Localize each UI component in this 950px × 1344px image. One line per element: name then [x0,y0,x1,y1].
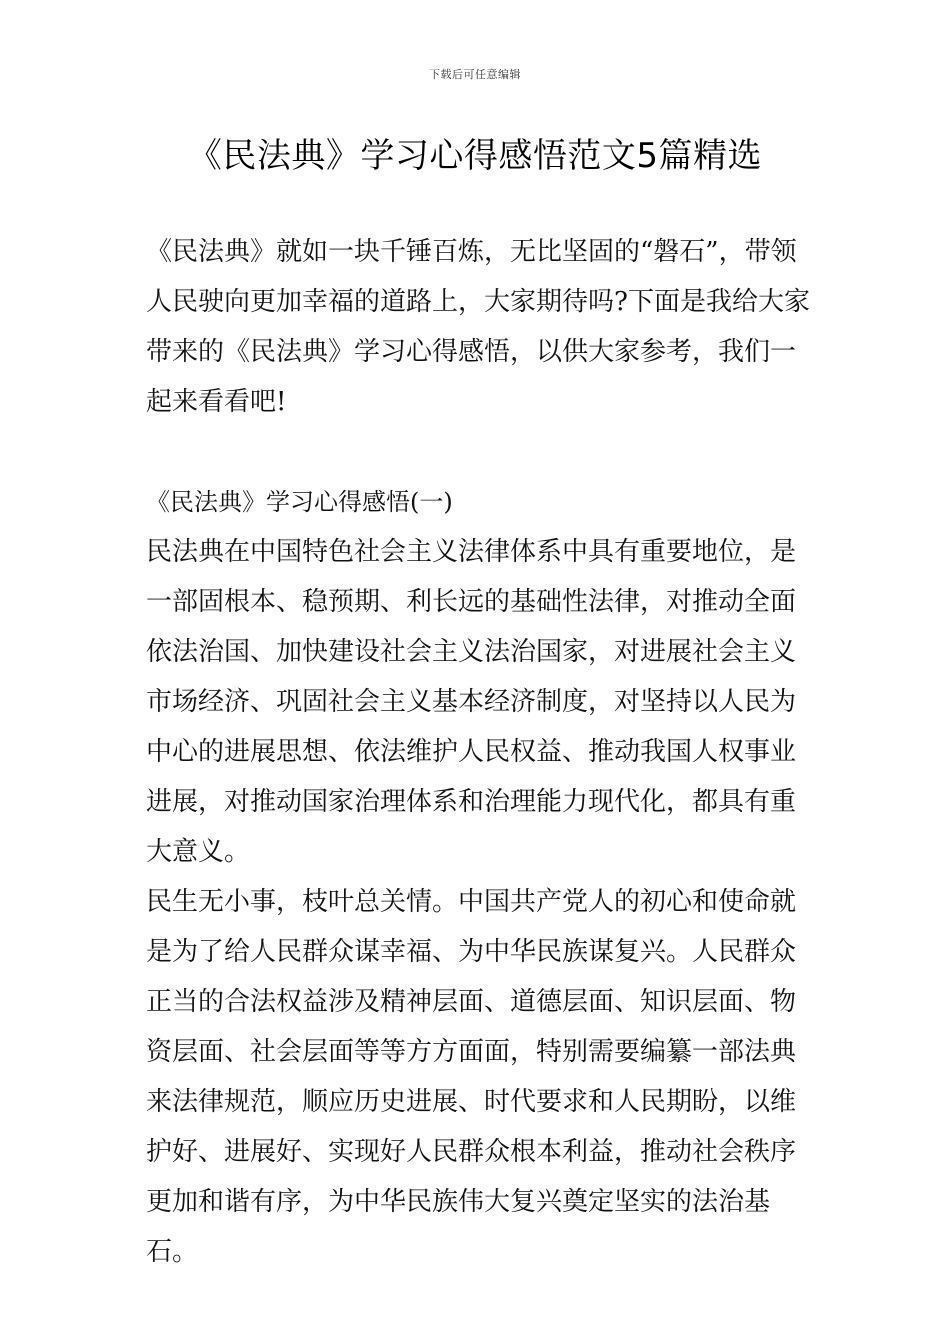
intro-paragraph: 《民法典》就如一块千锤百炼，无比坚固的“磐石”，带领人民驶向更加幸福的道路上，大家期待吗?下面是我给大家带来的《民法典》学习心得感悟，以供大家参考，我们一起来看看吧! [146,237,810,417]
header-note: 下载后可任意编辑 [429,68,521,81]
body-paragraph: 民生无小事，枝叶总关情。中国共产党人的初心和使命就是为了给人民群众谋幸福、为中华民族谋复兴。人民群众正当的合法权益涉及精神层面、道德层面、知识层面、物资层面、社会层面等等方方面面，特别需要编纂一部法典来法律规范，顺应历史进展、时代要求和人民期盼，以维护好、进展好、实现好人民群众根本利益，推动社会秩序更加和谐有序，为中华民族伟大复兴奠定坚实的法治基石。 [146,887,797,1267]
section-heading: 《民法典》学习心得感悟(一) [146,488,453,516]
document-body [146,227,810,1277]
document-title: 《民法典》学习心得感悟范文5篇精选 [187,136,763,176]
body-paragraph: 民法典在中国特色社会主义法律体系中具有重要地位，是一部固根本、稳预期、利长远的基础性法律，对推动全面依法治国、加快建设社会主义法治国家，对进展社会主义市场经济、巩固社会主义基本经济制度，对坚持以人民为中心的进展思想、依法维护人民权益、推动我国人权事业进展，对推动国家治理体系和治理能力现代化，都具有重大意义。 [146,537,797,867]
